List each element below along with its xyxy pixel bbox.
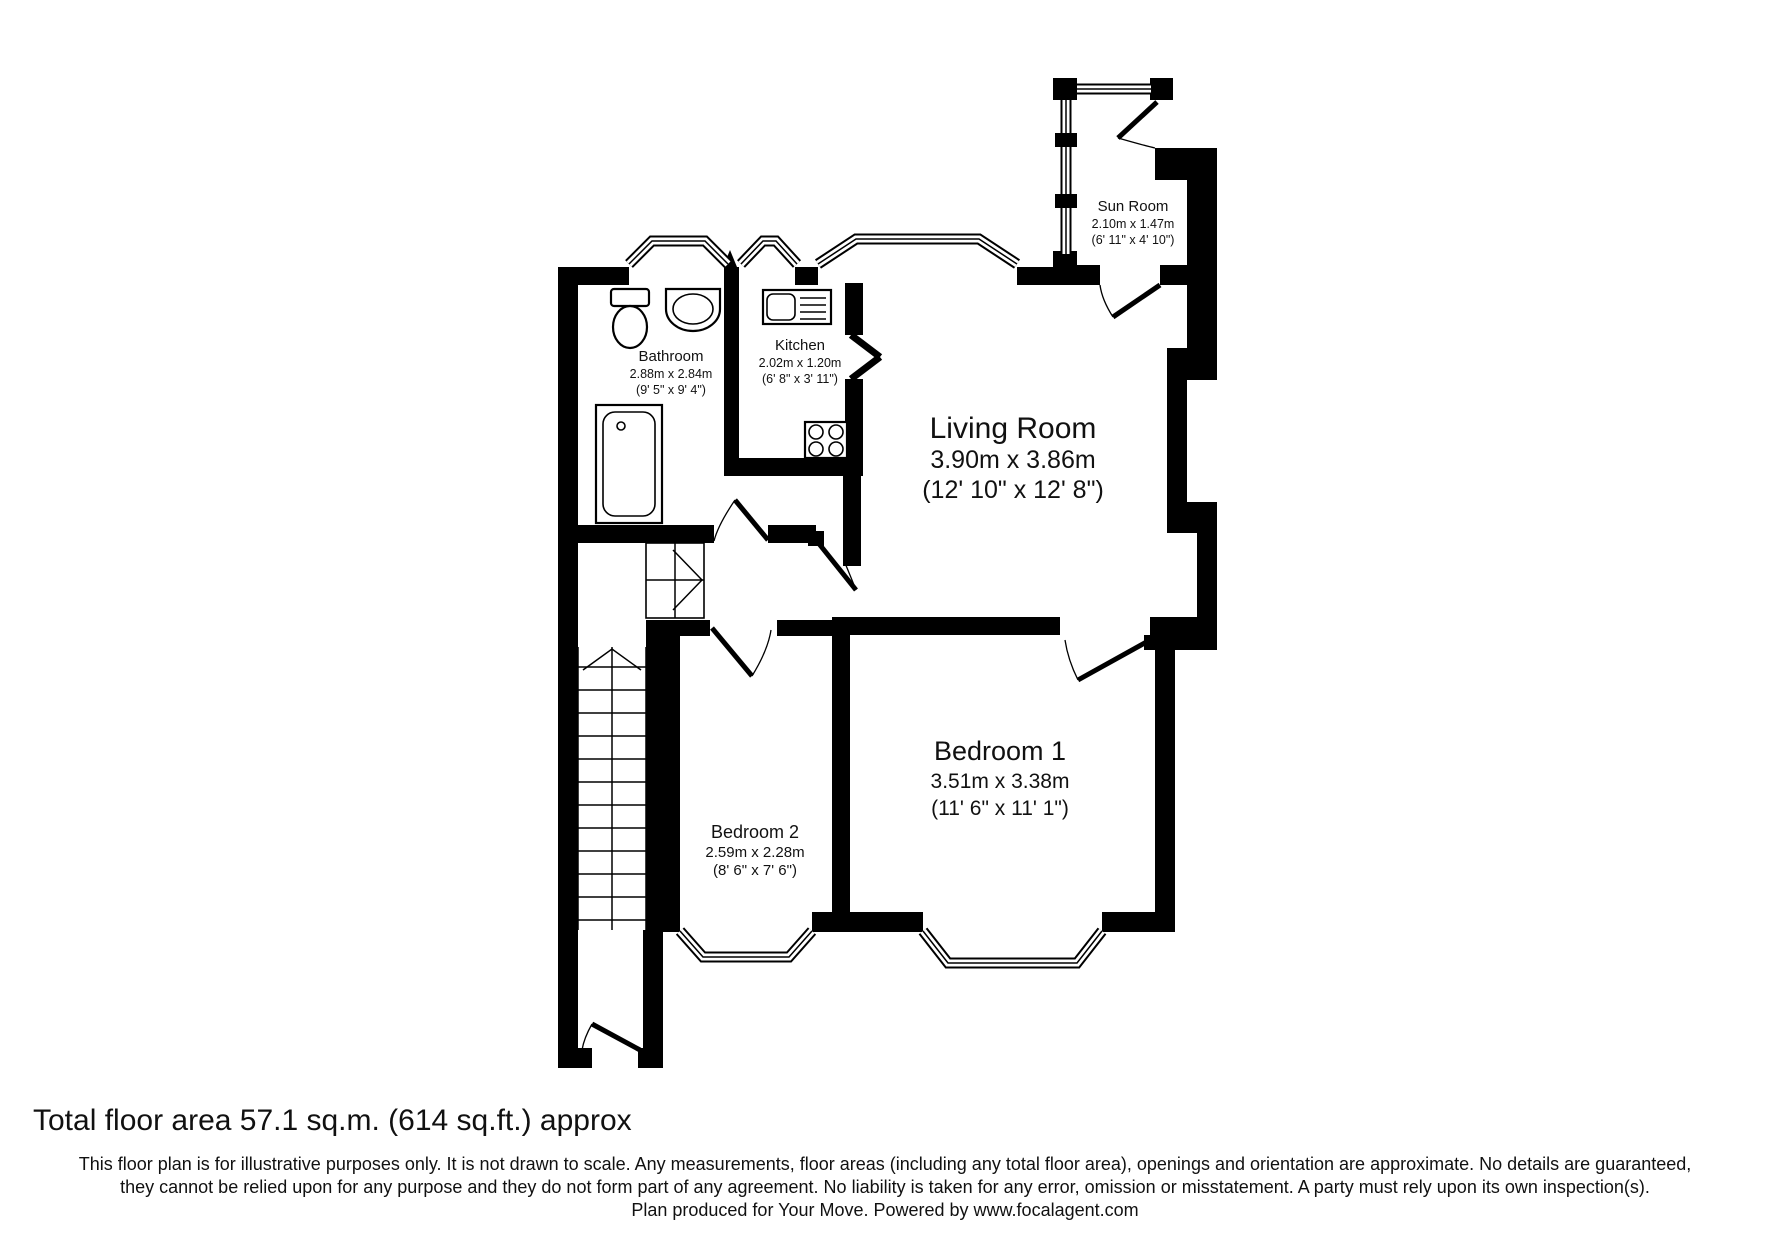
wall-segment bbox=[578, 1048, 592, 1068]
sun-room-living-door bbox=[1100, 285, 1160, 317]
entrance-door bbox=[582, 1024, 640, 1050]
bathroom-label bbox=[630, 348, 713, 397]
wall-segment bbox=[795, 267, 818, 285]
wall-segment bbox=[851, 335, 880, 357]
wall-segment bbox=[558, 267, 578, 1068]
living-room-bay-window bbox=[818, 239, 1017, 264]
wall-segment bbox=[643, 930, 663, 1068]
hob bbox=[805, 422, 847, 458]
bedroom2-name: Bedroom 2 bbox=[710, 822, 800, 842]
wall-segment bbox=[777, 620, 832, 636]
living-room-imperial: (12' 10" x 12' 8") bbox=[922, 476, 1104, 504]
disclaimer-line3: Plan produced for Your Move. Powered by www.focalagent.com bbox=[631, 1200, 1139, 1220]
sun-room-imperial: (6' 11" x 4' 10") bbox=[1091, 233, 1175, 247]
bathroom-imperial: (9' 5" x 9' 4") bbox=[636, 383, 706, 397]
wall-segment bbox=[832, 617, 1060, 635]
wall-segment bbox=[558, 525, 714, 543]
kitchen-imperial: (6' 8" x 3' 11") bbox=[762, 372, 838, 386]
wall-segment bbox=[832, 635, 850, 912]
wall-segment bbox=[1017, 267, 1053, 285]
living-room-label bbox=[922, 412, 1104, 504]
sun-room-entry-door bbox=[1118, 102, 1157, 148]
bathroom-name: Bathroom bbox=[638, 348, 704, 365]
wall-segment bbox=[724, 458, 863, 476]
disclaimer-line1: This floor plan is for illustrative purposes only. It is not drawn to scale. Any measurements, floor areas (including any total floor area), openings and orientation are approximate. No details are guaranteed, bbox=[78, 1154, 1692, 1174]
wall-segment bbox=[646, 893, 680, 932]
wall-segment bbox=[724, 267, 739, 476]
living-room-name: Living Room bbox=[929, 412, 1097, 445]
kitchen-name: Kitchen bbox=[774, 337, 826, 354]
bathtub bbox=[596, 405, 662, 523]
bedroom2-metric: 2.59m x 2.28m bbox=[705, 844, 805, 861]
wall-segment bbox=[845, 283, 863, 335]
bedroom1-metric: 3.51m x 3.38m bbox=[930, 770, 1070, 793]
sun-room-label bbox=[1092, 198, 1175, 247]
footer bbox=[33, 1104, 1691, 1220]
stairs bbox=[578, 647, 646, 930]
sun-room-metric: 2.10m x 1.47m bbox=[1091, 217, 1175, 231]
wall-segment bbox=[638, 1048, 663, 1068]
total-floor-area: Total floor area 57.1 sq.m. (614 sq.ft.) approx bbox=[33, 1104, 632, 1137]
kitchen-sink bbox=[763, 290, 831, 324]
sun-room-name: Sun Room bbox=[1097, 198, 1169, 215]
wall-segment bbox=[1167, 380, 1187, 502]
bathroom-bay-window bbox=[629, 241, 728, 264]
wall-segment bbox=[851, 357, 880, 379]
bedroom1-imperial: (11' 6" x 11' 1") bbox=[931, 797, 1069, 820]
landing-cupboard bbox=[646, 543, 704, 618]
wall-segment bbox=[1167, 348, 1217, 380]
wall-segment bbox=[1155, 148, 1217, 180]
bedroom2-bay-window bbox=[680, 931, 812, 957]
bedroom1-bay-window bbox=[923, 931, 1102, 963]
wall-segment bbox=[1053, 78, 1077, 100]
bedroom2-imperial: (8' 6" x 7' 6") bbox=[713, 862, 797, 879]
kitchen-metric: 2.02m x 1.20m bbox=[758, 356, 842, 370]
kitchen-bay-window bbox=[741, 241, 797, 264]
bathroom-sink bbox=[666, 289, 720, 331]
bedroom2-door bbox=[712, 628, 771, 676]
toilet bbox=[611, 289, 649, 348]
sun-room-side-window bbox=[1055, 100, 1077, 254]
bedroom1-label bbox=[931, 736, 1070, 820]
bedroom1-name: Bedroom 1 bbox=[933, 736, 1067, 766]
living-room-metric: 3.90m x 3.86m bbox=[930, 446, 1096, 474]
bedroom1-door bbox=[1065, 640, 1150, 680]
disclaimer-line2: they cannot be relied upon for any purpose and they do not form part of any agreement. No liability is taken for any error, omission or misstatement. A party must rely upon its own inspection(s). bbox=[120, 1177, 1650, 1197]
wall-segment bbox=[1053, 265, 1100, 285]
bathroom-door bbox=[714, 500, 768, 541]
wall-segment bbox=[1167, 502, 1217, 533]
bathroom-fixtures bbox=[596, 289, 720, 523]
wall-segment bbox=[1150, 78, 1173, 100]
wall-segment bbox=[1155, 617, 1217, 650]
kitchen-label bbox=[759, 337, 842, 386]
wall-segment bbox=[812, 912, 923, 932]
wall-segment bbox=[843, 458, 861, 566]
bathroom-metric: 2.88m x 2.84m bbox=[629, 367, 713, 381]
wall-segment bbox=[558, 267, 629, 285]
wall-segment bbox=[646, 620, 680, 895]
wall-segment bbox=[1155, 650, 1175, 932]
wall-segment bbox=[1160, 265, 1217, 285]
bedroom2-label bbox=[705, 822, 804, 879]
